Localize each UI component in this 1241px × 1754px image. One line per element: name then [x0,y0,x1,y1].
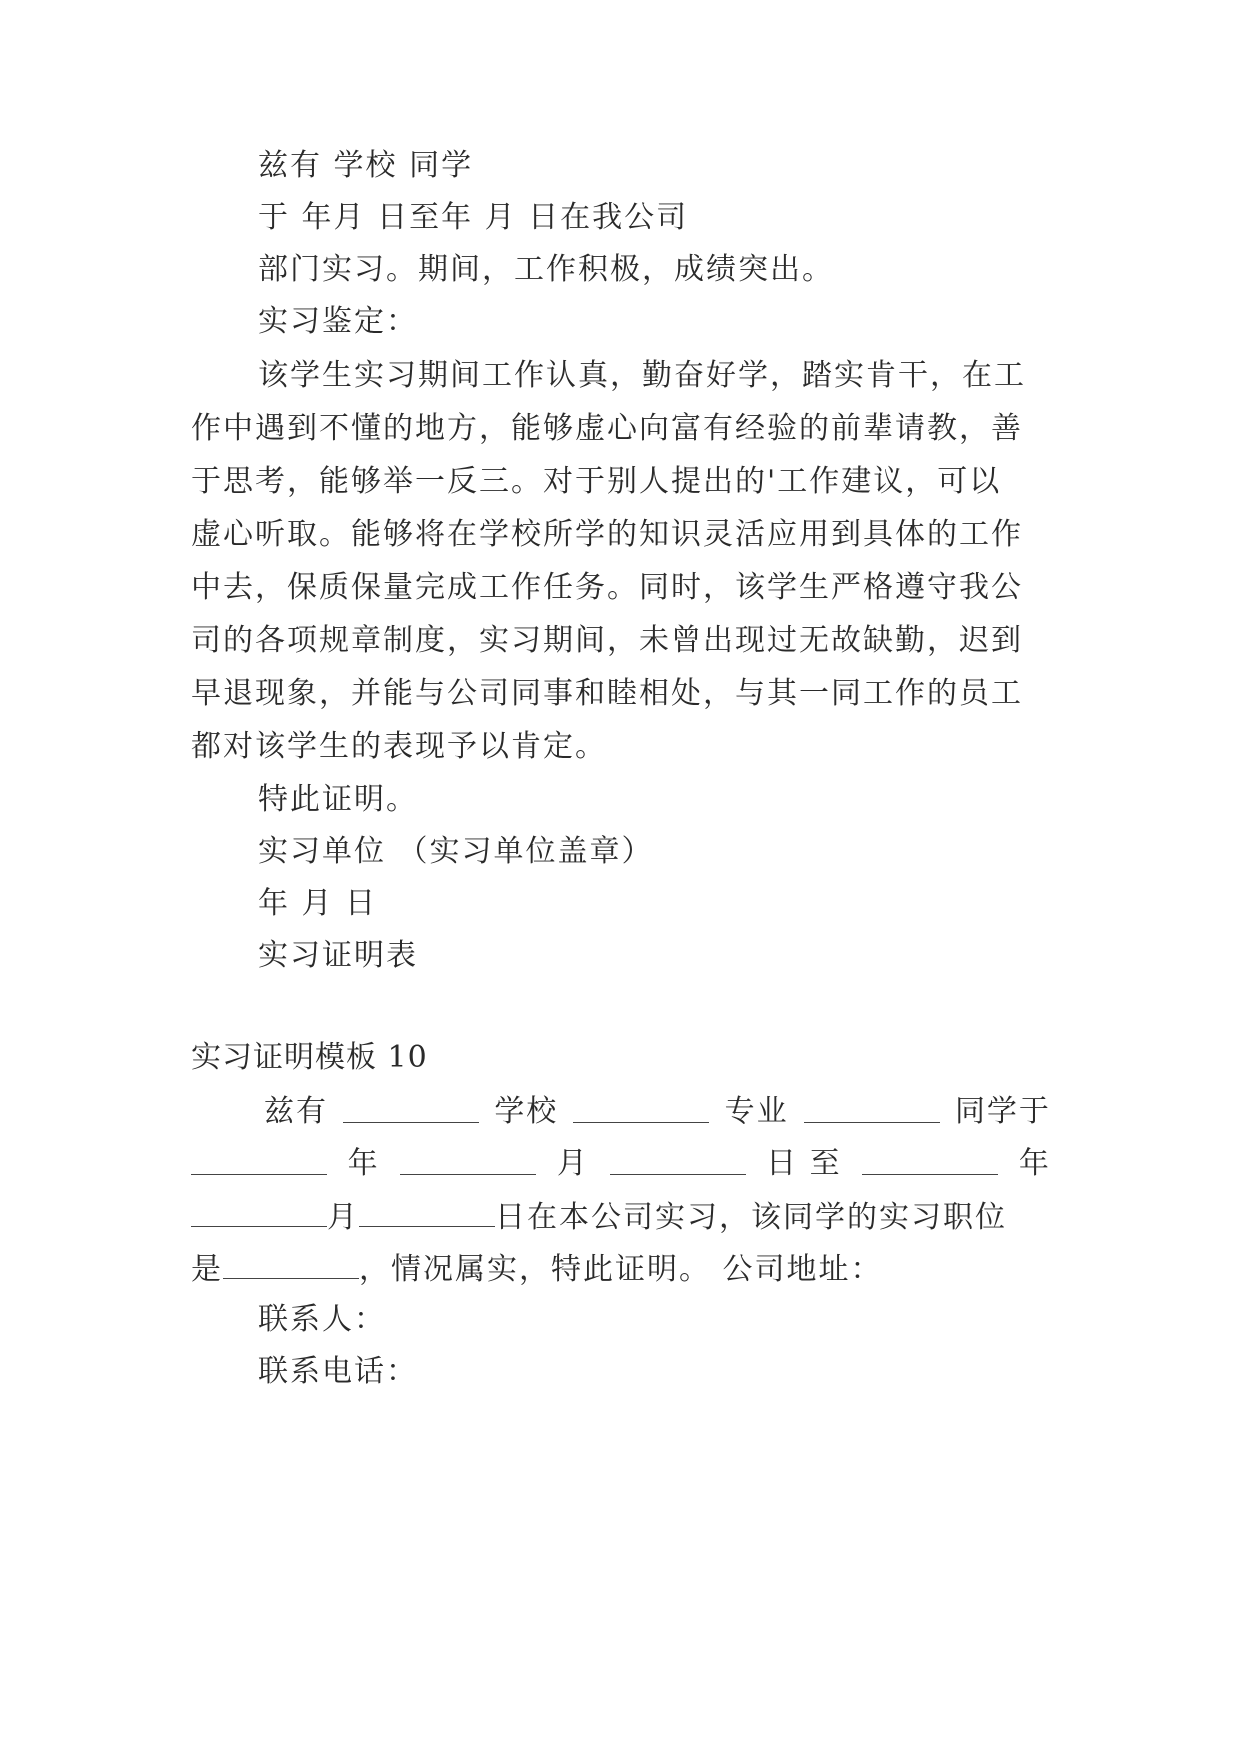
form-line-2 [191,1146,1051,1182]
form-text: 学校 [494,1094,559,1129]
blank-field [191,1146,327,1175]
form-text: 是 [191,1252,223,1287]
form-text: 日 至 [766,1146,842,1181]
form-text: 同学于 [954,1094,1051,1129]
paragraph-line: 于思考，能够举一反三。对于别人提出的'工作建议，可以 [191,464,1002,499]
appraisal-label: 实习鉴定： [258,304,418,339]
form-line-1 [264,1094,1051,1130]
form-text: ，情况属实，特此证明。 公司地址： [359,1252,883,1287]
contact-person: 联系人： [258,1302,386,1337]
paragraph-line: 早退现象，并能与公司同事和睦相处，与其一同工作的员工 [191,676,1023,711]
blank-field [191,1198,327,1227]
section-title: 实习证明模板 10 [191,1040,428,1075]
closing-certify: 特此证明。 [258,782,418,817]
form-text: 月 [327,1200,359,1235]
paragraph-line: 都对该学生的表现予以肯定。 [191,729,607,764]
paragraph-line: 该学生实习期间工作认真，勤奋好学，踏实肯干，在工 [258,358,1026,393]
blank-field [359,1198,495,1227]
intro-line-3: 部门实习。期间，工作积极，成绩突出。 [258,252,834,287]
paragraph-line: 司的各项规章制度，实习期间，未曾出现过无故缺勤，迟到 [191,623,1023,658]
blank-field [804,1094,940,1123]
blank-field [343,1094,479,1123]
intro-line-2: 于 年月 日至年 月 日在我公司 [258,200,689,235]
form-text: 兹有 [264,1094,328,1129]
form-line-4 [191,1250,1051,1288]
blank-field [610,1146,746,1175]
closing-date: 年 月 日 [258,886,378,921]
closing-form-title: 实习证明表 [258,938,418,973]
intro-line-1: 兹有 学校 同学 [258,148,474,183]
paragraph-line: 中去，保质保量完成工作任务。同时，该学生严格遵守我公 [191,570,1023,605]
blank-field [862,1146,998,1175]
paragraph-line: 虚心听取。能够将在学校所学的知识灵活应用到具体的工作 [191,517,1023,552]
paragraph-line: 作中遇到不懂的地方，能够虚心向富有经验的前辈请教，善 [191,411,1023,446]
blank-field [573,1094,709,1123]
blank-field [223,1250,359,1279]
closing-unit: 实习单位 （实习单位盖章） [258,834,654,869]
form-text: 月 [556,1146,589,1181]
form-text: 年 [347,1146,380,1181]
form-line-3 [191,1198,1051,1236]
form-text: 专业 [724,1094,789,1129]
form-text: 日在本公司实习，该同学的实习职位 [495,1200,1007,1235]
blank-field [400,1146,536,1175]
contact-phone: 联系电话： [258,1354,418,1389]
form-text: 年 [1018,1146,1051,1181]
